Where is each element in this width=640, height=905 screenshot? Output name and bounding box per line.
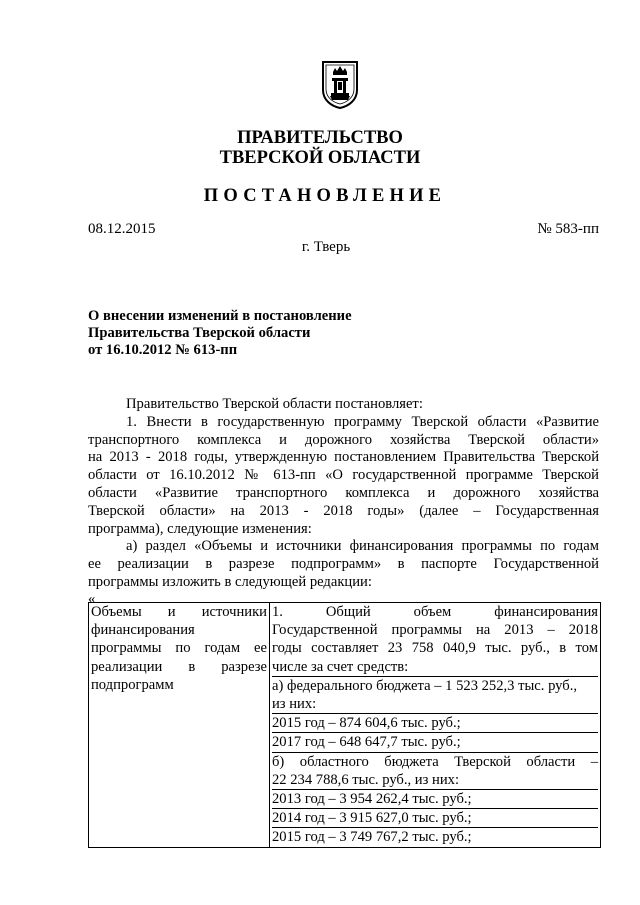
cell-line: финансирования	[91, 622, 195, 639]
coat-of-arms-emblem	[321, 60, 359, 110]
cell-line: Объемы и источники	[91, 604, 267, 620]
cell-line: Государственной программы на 2013 – 2018	[272, 622, 598, 639]
cell-line: подпрограмм	[91, 676, 174, 693]
paragraph-line: ее реализации в разрезе подпрограмм» в паспорте Государственной	[88, 556, 599, 573]
document-type: ПОСТАНОВЛЕНИЕ	[203, 186, 447, 206]
document-date: 08.12.2015	[88, 221, 156, 237]
cell-line: 2015 год – 874 604,6 тыс. руб.;	[272, 714, 598, 733]
cell-line: б) областного бюджета Тверской области –	[272, 753, 598, 770]
table-row	[89, 603, 601, 848]
cell-line: годы составляет 23 758 040,9 тыс. руб., в том	[272, 640, 598, 657]
paragraph-line: а) раздел «Объемы и источники финансирования программы по годам	[126, 538, 599, 555]
subject-line: от 16.10.2012 № 613-пп	[88, 342, 238, 358]
cell-line: а) федерального бюджета – 1 523 252,3 тыс. руб.,	[272, 677, 578, 694]
cell-line: реализации в разрезе	[91, 658, 267, 675]
paragraph-line: транспортного комплекса и дорожного хозяйства Тверской области»	[88, 431, 599, 448]
document-city: г. Тверь	[301, 239, 351, 255]
cell-line: 2017 год – 648 647,7 тыс. руб.;	[272, 733, 598, 752]
paragraph-line: области «Развитие транспортного комплекса и дорожного хозяйства	[88, 484, 599, 501]
quote-open-mark: «	[88, 590, 96, 607]
subject-line: О внесении изменений в постановление	[88, 308, 352, 324]
document-number: № 583-пп	[537, 221, 599, 237]
paragraph-line: программы изложить в следующей редакции:	[88, 573, 372, 590]
paragraph-line: на 2013 - 2018 годы, утвержденную постановлением Правительства Тверской	[88, 449, 599, 466]
paragraph-line: 1. Внести в государственную программу Тверской области «Развитие	[126, 413, 599, 430]
subject-line: Правительства Тверской области	[88, 325, 311, 341]
document-subject	[88, 308, 352, 359]
financing-table	[88, 602, 601, 848]
intro-paragraph: Правительство Тверской области постановляет:	[126, 396, 423, 412]
cell-line: 2014 год – 3 915 627,0 тыс. руб.;	[272, 809, 598, 828]
cell-line: 2015 год – 3 749 767,2 тыс. руб.;	[272, 829, 472, 846]
document-body	[88, 396, 599, 606]
cell-line: программы по годам ее	[91, 640, 267, 657]
organization-name-line2: ТВЕРСКОЙ ОБЛАСТИ	[219, 148, 421, 168]
paragraph-1	[88, 414, 599, 539]
cell-line: числе за счет средств:	[272, 658, 598, 677]
paragraph-2	[88, 538, 599, 591]
table-cell-label	[89, 603, 270, 848]
cell-line: 1. Общий объем финансирования	[272, 604, 598, 620]
organization-name-line1: ПРАВИТЕЛЬСТВО	[237, 128, 403, 148]
cell-line: 2013 год – 3 954 262,4 тыс. руб.;	[272, 790, 598, 809]
cell-line: 22 234 788,6 тыс. руб., из них:	[272, 771, 598, 790]
table-cell-value	[270, 603, 601, 848]
paragraph-line: области от 16.10.2012 № 613-пп «О государственной программе Тверской	[88, 467, 599, 484]
cell-line: из них:	[272, 695, 598, 714]
paragraph-line: программа), следующие изменения:	[88, 520, 312, 537]
paragraph-line: Тверской области» на 2013 - 2018 годы» (далее – Государственная	[88, 502, 599, 519]
